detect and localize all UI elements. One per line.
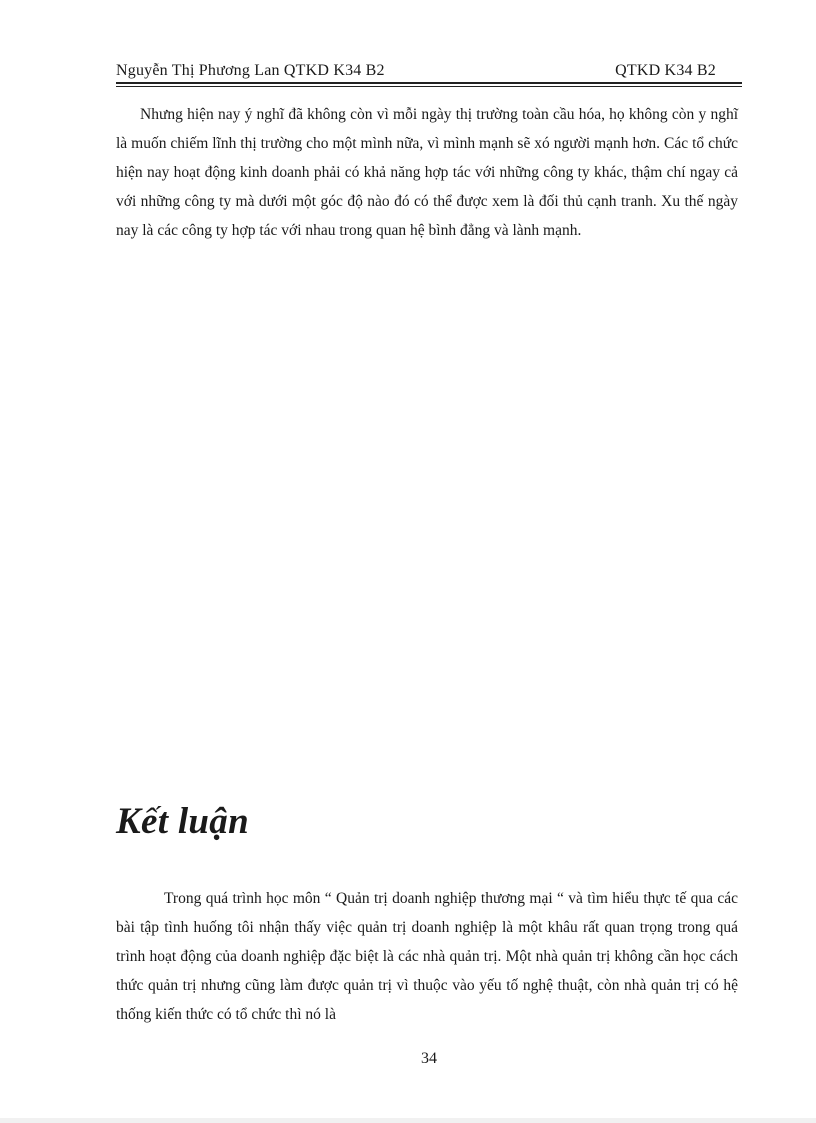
body-paragraph-1: Nhưng hiện nay ý nghĩ đã không còn vì mỗi ngày thị trường toàn cầu hóa, họ không còn y nghĩ là muốn chiếm lĩnh thị trường cho một mình nữa, vì mình mạnh sẽ xó người mạnh hơn. Các tổ chức hiện nay hoạt động kinh doanh phải có khả năng hợp tác với những công ty khác, thậm chí ngay cả với những công ty mà dưới một góc độ nào đó có thể được xem là đối thủ cạnh tranh. Xu thế ngày nay là các công ty hợp tác với nhau trong quan hệ bình đẳng và lành mạnh. xyxy=(116,106,738,239)
header-author-class: Nguyễn Thị Phương Lan QTKD K34 B2 xyxy=(116,62,385,79)
header-rule-thin xyxy=(116,86,742,87)
body-paragraph-2: Trong quá trình học môn “ Quản trị doanh nghiệp thương mại “ và tìm hiểu thực tế qua các bài tập tình huống tôi nhận thấy việc quản trị doanh nghiệp là một khâu rất quan trọng trong quá trình hoạt động của doanh nghiệp đặc biệt là các nhà quản trị. Một nhà quản trị không cần học cách thức quản trị nhưng cũng làm được quản trị vì thuộc vào yếu tố nghệ thuật, còn nhà quản trị có hệ thống kiến thức có tổ chức thì nó là xyxy=(116,890,738,1023)
header-rule-thick xyxy=(116,82,742,84)
page-header xyxy=(116,60,742,84)
page-number: 34 xyxy=(421,1050,437,1067)
page-bottom-edge xyxy=(0,1118,816,1123)
conclusion-heading: Kết luận xyxy=(116,801,249,842)
header-class-code: QTKD K34 B2 xyxy=(615,62,716,79)
